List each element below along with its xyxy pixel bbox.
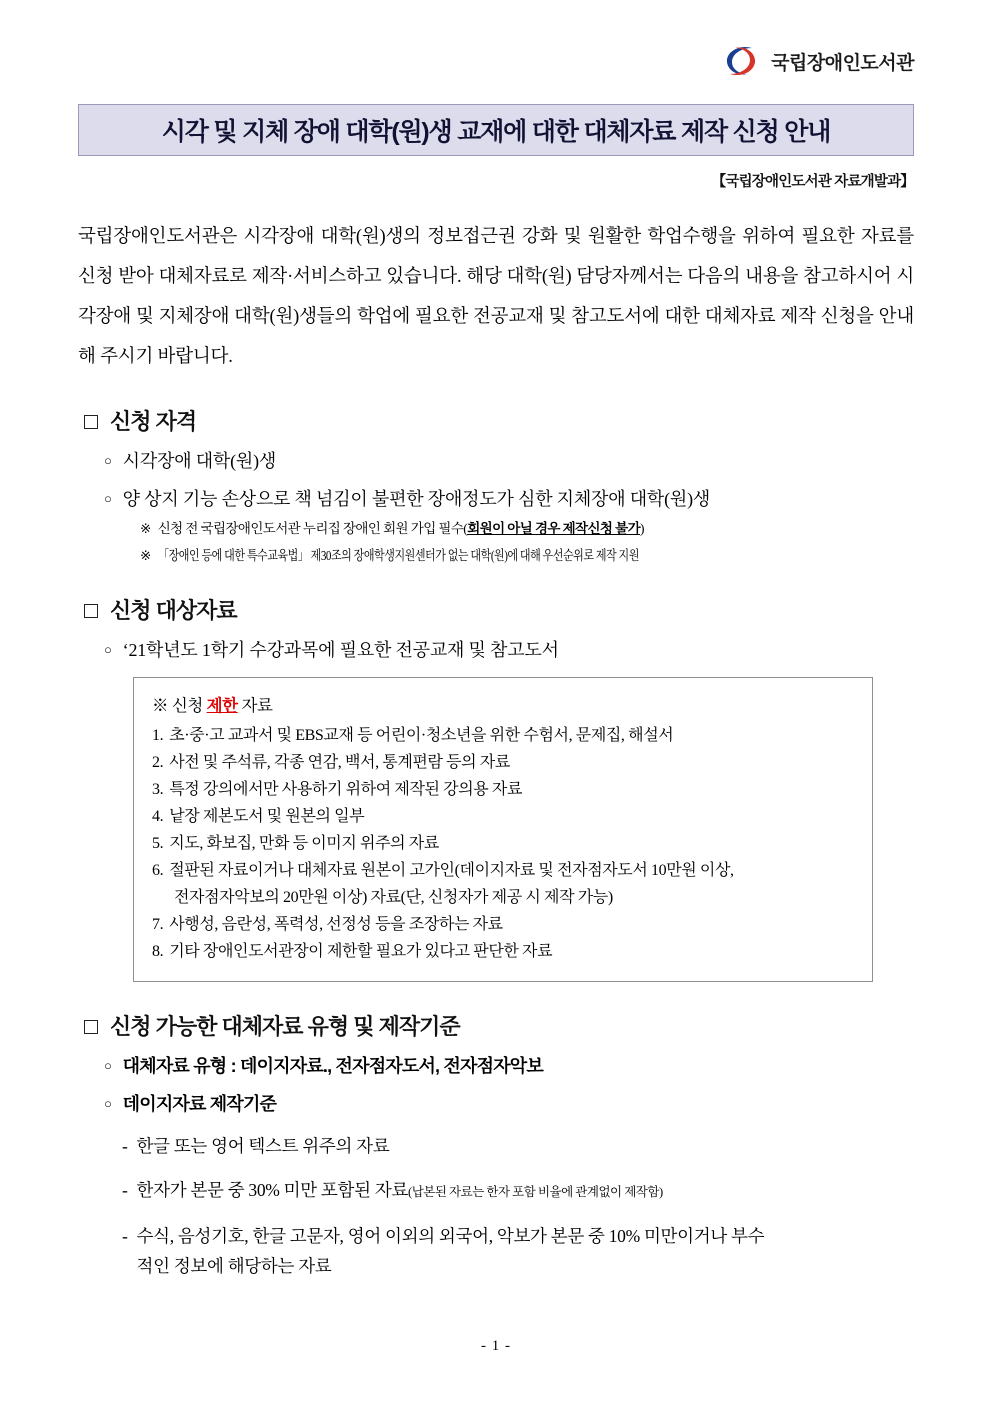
restriction-item: 6. 절판된 자료이거나 대체자료 원본이 고가인(데이지자료 및 전자점자도서 10만원 이상, bbox=[152, 862, 734, 879]
section-title: 신청 가능한 대체자료 유형 및 제작기준 bbox=[110, 1014, 460, 1039]
dash-bullet-icon: - bbox=[122, 1180, 128, 1200]
square-bullet-icon bbox=[84, 415, 98, 429]
page-title-banner bbox=[78, 104, 914, 156]
note-text: 신청 전 국립장애인도서관 누리집 장애인 회원 가입 필수(회원이 아닐 경우 제작신청 불가) bbox=[157, 521, 644, 536]
dash-bullet-icon: - bbox=[122, 1136, 128, 1156]
criteria-text: 수식, 음성기호, 한글 고문자, 영어 이외의 외국어, 악보가 본문 중 10% 미만이거나 부수 적인 정보에 해당하는 자료 bbox=[136, 1226, 765, 1276]
section-title: 신청 자격 bbox=[110, 409, 197, 434]
criteria-item bbox=[122, 1175, 914, 1207]
list-item-label: 양 상지 기능 손상으로 책 넘김이 불편한 장애정도가 심한 지체장애 대학(원)생 bbox=[122, 489, 711, 509]
criteria-text: 한자가 본문 중 30% 미만 포함된 자료(납본된 자료는 한자 포함 비율에 관계없이 제작함) bbox=[136, 1180, 663, 1200]
restriction-box bbox=[133, 677, 873, 982]
list-item bbox=[104, 1091, 914, 1117]
criteria-item bbox=[122, 1131, 914, 1161]
circle-bullet-icon: ○ bbox=[104, 1096, 112, 1111]
section-heading-types-and-criteria bbox=[84, 1010, 914, 1041]
list-item bbox=[104, 1053, 914, 1079]
section-title: 신청 대상자료 bbox=[110, 598, 237, 623]
restriction-item: 1. 초·중·고 교과서 및 EBS교재 등 어린이·청소년을 위한 수험서, 문제집, 해설서 bbox=[152, 727, 674, 744]
asterisk-icon: ※ bbox=[140, 521, 151, 536]
restriction-item: 4. 낱장 제본도서 및 원본의 일부 bbox=[152, 808, 365, 825]
page-title: 시각 및 지체 장애 대학(원)생 교재에 대한 대체자료 제작 신청 안내 bbox=[161, 118, 831, 146]
list-item bbox=[104, 486, 914, 512]
section-heading-qualification bbox=[84, 405, 914, 436]
restriction-item: 5. 지도, 화보집, 만화 등 이미지 위주의 자료 bbox=[152, 835, 439, 852]
list-item bbox=[104, 637, 914, 663]
dash-bullet-icon: - bbox=[122, 1226, 128, 1246]
list-item-label: ‘21학년도 1학기 수강과목에 필요한 전공교재 및 참고도서 bbox=[122, 640, 559, 660]
list-item-label: 데이지자료 제작기준 bbox=[122, 1094, 277, 1114]
square-bullet-icon bbox=[84, 604, 98, 618]
organization-logo bbox=[721, 41, 914, 81]
circle-bullet-icon: ○ bbox=[104, 491, 112, 506]
section-heading-target-materials bbox=[84, 594, 914, 625]
note-text: 「장애인 등에 대한 특수교육법」 제30조의 장애학생지원센터가 없는 대학(원)에 대해 우선순위로 제작 지원 bbox=[157, 548, 639, 563]
criteria-text: 한글 또는 영어 텍스트 위주의 자료 bbox=[136, 1136, 390, 1156]
criteria-item bbox=[122, 1221, 914, 1281]
nld-swoosh-logo-icon bbox=[721, 41, 761, 81]
intro-paragraph: 국립장애인도서관은 시각장애 대학(원)생의 정보접근권 강화 및 원활한 학업수행을 위하여 필요한 자료를 신청 받아 대체자료로 제작·서비스하고 있습니다. 해당 대학(원) 담당자께서는 다음의 내용을 참고하시어 시각장애 및 지체장애 대학(원)생들의 학업에 필요한 전공교재 및 참고도서에 대한 대체자료 제작 신청을 안내해 주시기 바랍니다. bbox=[78, 227, 914, 367]
restriction-item: 8. 기타 장애인도서관장이 제한할 필요가 있다고 판단한 자료 bbox=[152, 943, 553, 960]
note-line bbox=[140, 519, 914, 539]
list-item-label: 시각장애 대학(원)생 bbox=[122, 451, 277, 471]
department-line: 【국립장애인도서관 자료개발과】 bbox=[711, 174, 914, 190]
restriction-item-continuation: 전자점자악보의 20만원 이상) 자료(단, 신청자가 제공 시 제작 가능) bbox=[174, 889, 613, 906]
restriction-box-title: ※ 신청 제한 자료 bbox=[152, 696, 273, 715]
circle-bullet-icon: ○ bbox=[104, 453, 112, 468]
note-line bbox=[140, 546, 914, 566]
restriction-item: 3. 특정 강의에서만 사용하기 위하여 제작된 강의용 자료 bbox=[152, 781, 523, 798]
square-bullet-icon bbox=[84, 1020, 98, 1034]
page-number: - 1 - bbox=[481, 1338, 511, 1354]
restriction-item: 7. 사행성, 음란성, 폭력성, 선정성 등을 조장하는 자료 bbox=[152, 916, 503, 933]
organization-name: 국립장애인도서관 bbox=[771, 52, 914, 74]
restriction-item: 2. 사전 및 주석류, 각종 연감, 백서, 통계편람 등의 자료 bbox=[152, 754, 510, 771]
list-item-label: 대체자료 유형 : 데이지자료., 전자점자도서, 전자점자악보 bbox=[122, 1056, 543, 1076]
asterisk-icon: ※ bbox=[140, 548, 151, 563]
circle-bullet-icon: ○ bbox=[104, 642, 112, 657]
list-item bbox=[104, 448, 914, 474]
circle-bullet-icon: ○ bbox=[104, 1058, 112, 1073]
logo-row bbox=[78, 30, 914, 92]
